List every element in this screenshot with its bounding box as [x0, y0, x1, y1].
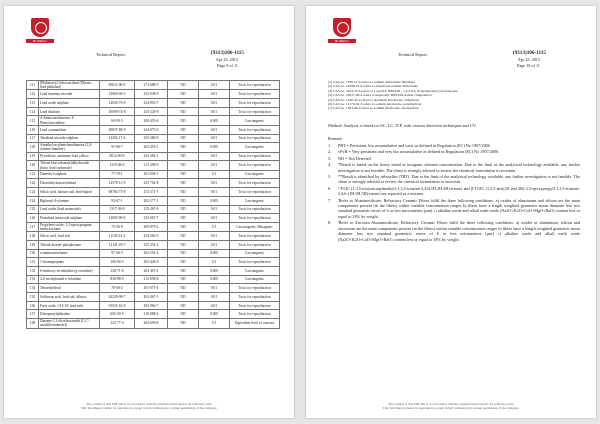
remark-number: 4. [328, 162, 332, 168]
result-cell: ND [168, 81, 199, 90]
cas-number-cell: 77-78-1 [100, 170, 135, 179]
category-cell: Toxic for reproduction [230, 214, 280, 223]
category-cell: Toxic for reproduction [230, 81, 280, 90]
category-cell: Toxic for reproduction [230, 188, 280, 197]
result-cell: ND [168, 161, 199, 170]
substance-name-cell: Lead titanium trioxide [39, 90, 100, 99]
substance-name-cell: Propylene oxide; 1,2-epoxypropane; methyloxirane [39, 222, 100, 231]
page-number: Page 9 of 11 [217, 63, 238, 68]
result-cell: ND [168, 143, 199, 152]
svhc-results-table [26, 80, 280, 329]
bureau-veritas-logo [26, 18, 54, 46]
row-number-cell: 126 [27, 214, 39, 223]
table-row [27, 107, 280, 116]
substance-name-cell: Pentalead tetraoxide sulphate [39, 214, 100, 223]
substance-name-cell: Sulfurous acid, lead salt, dibasic [39, 293, 100, 302]
limit-cell: 0.005 [199, 310, 230, 319]
remark-text: PBT = Persistent, bio accumulative and toxic as defined in Regulation (EC) No 1907/2006 [338, 143, 490, 148]
row-number-cell: 137 [27, 310, 39, 319]
row-number-cell: 135 [27, 293, 39, 302]
category-cell: Toxic for reproduction [230, 99, 280, 108]
ec-number-cell: 203-445-0 [135, 258, 168, 267]
remark-item [328, 174, 580, 185]
substance-name-cell: Tetraethyllead [39, 284, 100, 293]
table-row [27, 205, 280, 214]
table-row [27, 170, 280, 179]
remark-text: ^TGIC (1,3,5-tris(oxiranylmethyl)-1,3,5-triazine-2,4,6(1H,3H,5H)-trione) and β-TGIC (1,3,5-tris[(2S and 2R)-2,3-epoxypropyl]-1,3,5-triazine-2,4,6-(1H,3H,5H)-trione) are reported as a mixture. [338, 185, 580, 197]
result-cell: ND [168, 152, 199, 161]
remark-item [328, 143, 580, 148]
category-cell: Carcinogenic [230, 196, 280, 205]
row-number-cell: 117 [27, 134, 39, 143]
table-row [27, 284, 280, 293]
remark-number: 5. [328, 174, 332, 180]
cas-number-cell: 69011-06-9 [100, 81, 135, 90]
ec-number-cell: 292-966-7 [135, 301, 168, 310]
substance-name-cell: 4-Aminoazobenzene; 4-Phenylazoaniline [39, 116, 100, 125]
remark-number: 1. [328, 143, 332, 148]
table-row [27, 134, 280, 143]
result-cell: ND [168, 107, 199, 116]
limit-cell: 0.01 [199, 293, 230, 302]
row-number-cell: 131 [27, 258, 39, 267]
footer-line-2: This Test Report cannot be reproduced, except in full, without prior written permission of the company. [382, 406, 520, 410]
cas-notes [328, 80, 578, 111]
cas-note: (7) CAS no. 1303-96-4 refers to sodium tetraborate, decahydrate [328, 106, 419, 111]
row-number-cell: 113 [27, 99, 39, 108]
limit-cell: 0.01 [199, 240, 230, 249]
result-cell: ND [168, 310, 199, 319]
cas-number-cell: 838-88-0 [100, 275, 135, 284]
cas-number-cell: 75-56-9 [100, 222, 135, 231]
ec-number-cell: 234-363-3 [135, 232, 168, 241]
table-row [27, 240, 280, 249]
row-number-cell: 124 [27, 196, 39, 205]
result-cell: ND [168, 179, 199, 188]
cas-number-cell: 605-50-5 [100, 310, 135, 319]
cas-number-cell: 123-77-3 [100, 319, 135, 328]
table-row [27, 152, 280, 161]
substance-name-cell: 6-methoxy-m-toluidine (p-cresidine) [39, 267, 100, 276]
cas-number-cell: 8012-00-8 [100, 152, 135, 161]
page-header [328, 50, 584, 70]
category-cell: Toxic for reproduction [230, 152, 280, 161]
table-row [27, 301, 280, 310]
remark-number: 2. [328, 149, 332, 155]
result-cell: ND [168, 249, 199, 258]
table-row [27, 319, 280, 328]
cas-number-cell: 10099-74-8 [100, 107, 135, 116]
cas-number-cell: 106-94-5 [100, 258, 135, 267]
remark-text: **Result is identified by tributyltin (TBT). Due to the limit of the analytical technology available, any further investigation is not feasible. The client is strongly advised to review the chemical formulation to ascertain. [338, 174, 580, 185]
category-cell: Toxic for reproduction [230, 205, 280, 214]
cas-number-cell: 12202-17-4 [100, 134, 135, 143]
table-row [27, 188, 280, 197]
row-number-cell: 120 [27, 161, 39, 170]
table-row [27, 99, 280, 108]
row-number-cell: 127 [27, 222, 39, 231]
remark-text: 'Refer to Zirconia Aluminosilicate, Refractory Ceramic Fibres fulfil the three following conditions: a) oxides of aluminium, silicon and zirconium are the main components present (in the fibres) within variable concentration ranges b) fibres have a length weighted geometric mean diameter less two standard geometric errors of 6 or less micrometres (µm) c) alkaline oxide and alkali earth oxide (Na2O+K2O+CaO+MgO+BaO) content less or equal to 18% by weight. [338, 220, 580, 242]
category-cell: Toxic for reproduction [230, 125, 280, 134]
substance-name-cell: Silicic acid, barium salt, lead-doped [39, 188, 100, 197]
cas-number-cell: 78-00-2 [100, 284, 135, 293]
bureau-veritas-logo [328, 18, 356, 46]
table-row [27, 90, 280, 99]
row-number-cell: 130 [27, 249, 39, 258]
ec-number-cell: 210-088-4 [135, 310, 168, 319]
limit-cell: 0.1 [199, 170, 230, 179]
substance-name-cell: Lead cyanamidate [39, 125, 100, 134]
cas-number-cell: 92-67-1 [100, 196, 135, 205]
row-number-cell: 114 [27, 107, 39, 116]
result-cell: ND [168, 301, 199, 310]
category-cell: Toxic for reproduction [230, 240, 280, 249]
page-footer [346, 402, 556, 410]
cas-note: (4) CAS no. 25637-99-4 refers to unspecific HBCDD isomer composition [328, 93, 432, 98]
result-cell: ND [168, 125, 199, 134]
substance-name-cell: Pyrochlore, antimony lead yellow [39, 152, 100, 161]
row-number-cell: 122 [27, 179, 39, 188]
limit-cell: 0.01 [199, 179, 230, 188]
limit-cell: 0.01 [199, 284, 230, 293]
result-cell: ND [168, 90, 199, 99]
cas-number-cell: 12578-12-0 [100, 179, 135, 188]
footer-line-1: The content of this PDF file is in accordance with the original issued reports for reference only. [86, 402, 212, 406]
remark-number: 7. [328, 197, 332, 203]
report-date: Apr 23, 2015 [215, 57, 238, 62]
ec-number-cell: 235-380-9 [135, 134, 168, 143]
row-number-cell: 111 [27, 81, 39, 90]
limit-cell: 0.1 [199, 222, 230, 231]
limit-cell: 0.01 [199, 152, 230, 161]
substance-name-cell: Trilead bis(carbonate)dihydroxide (basic lead carbonate) [39, 161, 100, 170]
category-cell: Toxic for reproduction [230, 179, 280, 188]
limit-cell: 0.01 [199, 125, 230, 134]
cas-number-cell: 95-80-7 [100, 143, 135, 152]
result-cell: ND [168, 134, 199, 143]
category-cell: Toxic for reproduction [230, 258, 280, 267]
substance-name-cell: Silicic acid, lead salt [39, 232, 100, 241]
category-cell: Toxic for reproduction [230, 284, 280, 293]
category-cell: Equivalent level of concern [230, 319, 280, 328]
limit-cell: 0.1 [199, 319, 230, 328]
limit-cell: 0.005 [199, 116, 230, 125]
category-cell: Carcinogenic [230, 170, 280, 179]
limit-cell: 0.01 [199, 232, 230, 241]
ec-number-cell: 233-245-9 [135, 107, 168, 116]
category-cell: Carcinogenic [230, 267, 280, 276]
cas-note: (2) CAS no. 10588-01-9 refers to anhydrous sodium dichromate [328, 84, 418, 89]
footer-line-1: The content of this PDF file is in accordance with the original issued reports for reference only. [388, 402, 514, 406]
row-number-cell: 128 [27, 232, 39, 241]
cas-note: (1) CAS no. 7789-12-0 refers to sodium dichromate dihydrate [328, 80, 415, 84]
table-row [27, 275, 280, 284]
substance-name-cell: Lead dinitrate [39, 107, 100, 116]
substance-name-cell: Dioxobis(stearato)trilead [39, 179, 100, 188]
result-cell: ND [168, 205, 199, 214]
ec-number-cell: 272-271-5 [135, 188, 168, 197]
shield-icon [333, 18, 351, 37]
cas-number-cell: 12065-90-6 [100, 214, 135, 223]
category-cell: Toxic for reproduction [230, 301, 280, 310]
category-cell: Carcinogenic [230, 116, 280, 125]
row-number-cell: 129 [27, 240, 39, 249]
logo-text: BUREAU VERITAS [32, 39, 47, 47]
category-cell: Toxic for reproduction [230, 90, 280, 99]
ec-number-cell: 235-067-7 [135, 214, 168, 223]
category-cell: Toxic for reproduction [230, 161, 280, 170]
limit-cell: 0.01 [199, 99, 230, 108]
table-row [27, 249, 280, 258]
ec-number-cell: 201-058-1 [135, 170, 168, 179]
substance-name-cell: Lead oxide (lead monoxide) [39, 205, 100, 214]
ec-number-cell: 200-879-2 [135, 222, 168, 231]
limit-cell: 0.01 [199, 301, 230, 310]
remark-item [328, 186, 580, 197]
row-number-cell: 119 [27, 152, 39, 161]
limit-cell: 0.005 [199, 267, 230, 276]
cas-note: (6) CAS no. 12179-04-3 refers to sodium tetraborate, pentahydrate [328, 102, 422, 107]
ec-number-cell: 235-038-9 [135, 90, 168, 99]
category-cell: Toxic for reproduction [230, 310, 280, 319]
category-cell: Carcinogenic [230, 249, 280, 258]
limit-cell: 0.005 [199, 143, 230, 152]
page-footer [44, 402, 254, 410]
row-number-cell: 132 [27, 267, 39, 276]
cas-number-cell: 62229-08-7 [100, 293, 135, 302]
remark-number: 6. [328, 185, 332, 191]
report-page-10 [306, 6, 596, 418]
shield-icon [31, 18, 49, 37]
limit-cell: 0.005 [199, 196, 230, 205]
cas-number-cell: 68784-75-8 [100, 188, 135, 197]
table-row [27, 81, 280, 90]
cas-number-cell: 12141-20-7 [100, 240, 135, 249]
limit-cell: 0.01 [199, 161, 230, 170]
report-page-9 [4, 6, 294, 418]
table-row [27, 293, 280, 302]
category-cell: Toxic for reproduction [230, 107, 280, 116]
remarks-list [328, 143, 580, 243]
table-row [27, 267, 280, 276]
result-cell: ND [168, 99, 199, 108]
technical-report-label: Technical Report: [96, 52, 126, 57]
cas-number-cell: 1317-36-8 [100, 205, 135, 214]
result-cell: ND [168, 240, 199, 249]
ec-number-cell: 204-419-1 [135, 267, 168, 276]
ec-number-cell: 234-853-7 [135, 99, 168, 108]
table-row [27, 310, 280, 319]
remark-item [328, 220, 580, 242]
ec-number-cell: 215-267-0 [135, 205, 168, 214]
page-number: Page 10 of 11 [517, 63, 540, 68]
cas-number-cell: 120-71-8 [100, 267, 135, 276]
substance-name-cell: o-aminoazotoluene [39, 249, 100, 258]
limit-cell: 0.01 [199, 134, 230, 143]
table-row [27, 161, 280, 170]
remark-text: *Result is based on the heavy metal or inorganic element concentration. Due to the limit of the analytical technology available, any further investigation is not feasible. The client is strongly advised to review the chemical formulation to ascertain. [338, 162, 580, 173]
row-number-cell: 121 [27, 170, 39, 179]
report-number: (9313)106-1115 [512, 50, 546, 56]
table-row [27, 222, 280, 231]
remark-number: 3. [328, 155, 332, 161]
ec-number-cell: 235-252-2 [135, 240, 168, 249]
substance-name-cell: Tetralead trioxide sulphate [39, 134, 100, 143]
logo-text: BUREAU VERITAS [334, 39, 349, 47]
substance-name-cell: Biphenyl-4-ylamine [39, 196, 100, 205]
ec-number-cell: 215-290-6 [135, 161, 168, 170]
table-row [27, 143, 280, 152]
remark-item [328, 198, 580, 220]
substance-name-cell: 1-bromopropane [39, 258, 100, 267]
result-cell: ND [168, 293, 199, 302]
substance-name-cell: Dimethyl sulphate [39, 170, 100, 179]
result-cell: ND [168, 267, 199, 276]
substance-name-cell: 4,4'-methylenedi-o-toluidine [39, 275, 100, 284]
limit-cell: 0.01 [199, 188, 230, 197]
substance-name-cell: [Phthalato(2-)]dioxotrilead (Dibasic lead phthalate) [39, 81, 100, 90]
category-cell: Carcinogenic [230, 275, 280, 284]
ec-number-cell: 202-453-1 [135, 143, 168, 152]
cas-number-cell: 91031-62-8 [100, 301, 135, 310]
table-row [27, 232, 280, 241]
substance-name-cell: Trilead dioxide phosphonate [39, 240, 100, 249]
technical-report-label: Technical Report: [398, 52, 428, 57]
row-number-cell: 118 [27, 143, 39, 152]
ec-number-cell: 201-075-4 [135, 284, 168, 293]
row-number-cell: 138 [27, 319, 39, 328]
category-cell: Carcinogenic; Mutagenic [230, 222, 280, 231]
table-row [27, 214, 280, 223]
cas-number-cell: 60-09-3 [100, 116, 135, 125]
ec-number-cell: 212-658-8 [135, 275, 168, 284]
cas-number-cell: 12036-76-9 [100, 99, 135, 108]
substance-name-cell: Lead oxide sulphate [39, 99, 100, 108]
table-row [27, 258, 280, 267]
substance-name-cell: 4-methyl-m-phenylenediamine (2,4-toluene-diamine) [39, 143, 100, 152]
limit-cell: 0.01 [199, 107, 230, 116]
remark-text: vPvB = Very persistent and very bio accumulative as defined in Regulation (EC) No 1907/2006 [338, 149, 499, 155]
footer-line-2: This Test Report cannot be reproduced, except in full, without prior written permission of the company. [80, 406, 218, 410]
ec-number-cell: 202-591-2 [135, 249, 168, 258]
limit-cell: 0.01 [199, 81, 230, 90]
table-row [27, 196, 280, 205]
cas-number-cell: 1319-46-6 [100, 161, 135, 170]
category-cell: Carcinogenic [230, 143, 280, 152]
row-number-cell: 123 [27, 188, 39, 197]
table-row [27, 125, 280, 134]
ec-number-cell: 235-702-8 [135, 179, 168, 188]
row-number-cell: 116 [27, 125, 39, 134]
remark-text: 'Refer to Aluminosilicate, Refractory Ceramic Fibres fulfil the three following conditions: a) oxides of aluminium and silicon are the main components present (in the fibres) within variable concentration ranges b) fibres have a length weighted geometric mean diameter less two standard geometric errors of 6 or less micrometres (µm) c) alkaline oxide and alkali earth oxide (Na2O+K2O+CaO+MgO+BaO) content less or equal to 18% by weight. [338, 197, 580, 219]
report-number: (9313)106-1115 [210, 50, 244, 56]
substance-name-cell: Diazene-1,2-dicarboxamide (C,C'-azodi(formamide)) [39, 319, 100, 328]
row-number-cell: 115 [27, 116, 39, 125]
page-header [26, 50, 282, 70]
substance-name-cell: Fatty acids, C16-18, lead salts [39, 301, 100, 310]
method-text: Method: Analysis is based on GC, LC, ICP, with various detection techniques and UV. [328, 123, 477, 128]
limit-cell: 0.005 [199, 249, 230, 258]
result-cell: ND [168, 196, 199, 205]
row-number-cell: 134 [27, 284, 39, 293]
limit-cell: 0.01 [199, 214, 230, 223]
result-cell: ND [168, 116, 199, 125]
cas-number-cell: 11120-22-2 [100, 232, 135, 241]
cas-note: (5) CAS no. 1330-43-2 refers to disodium tetraborate, anhydrous [328, 97, 419, 102]
ec-number-cell: 200-453-6 [135, 116, 168, 125]
cas-note: (3) CAS no. 3194-55-6 refers to a specific HBCDD - 1,2,5,6,9,10-hexabromocyclododecane [328, 88, 458, 93]
result-cell: ND [168, 188, 199, 197]
ec-number-cell: 273-688-5 [135, 81, 168, 90]
report-date: Apr 23, 2015 [517, 57, 540, 62]
result-cell: ND [168, 258, 199, 267]
ec-number-cell: 202-177-1 [135, 196, 168, 205]
result-cell: ND [168, 170, 199, 179]
row-number-cell: 136 [27, 301, 39, 310]
category-cell: Toxic for reproduction [230, 134, 280, 143]
ec-number-cell: 232-382-1 [135, 152, 168, 161]
ec-number-cell: 244-073-9 [135, 125, 168, 134]
row-number-cell: 125 [27, 205, 39, 214]
result-cell: ND [168, 319, 199, 328]
remark-text: ND = Not Detected [338, 155, 371, 161]
result-cell: ND [168, 232, 199, 241]
remark-number: 8. [328, 220, 332, 226]
limit-cell: 0.01 [199, 90, 230, 99]
row-number-cell: 112 [27, 90, 39, 99]
table-row [27, 179, 280, 188]
cas-number-cell: 20837-86-9 [100, 125, 135, 134]
result-cell: ND [168, 275, 199, 284]
remark-item [328, 149, 580, 154]
ec-number-cell: 204-650-8 [135, 319, 168, 328]
substance-name-cell: Diisopentylphthalate [39, 310, 100, 319]
row-number-cell: 133 [27, 275, 39, 284]
remark-item [328, 162, 580, 173]
remark-item [328, 156, 580, 161]
category-cell: Toxic for reproduction [230, 293, 280, 302]
result-cell: ND [168, 284, 199, 293]
remark-heading: Remark: [328, 136, 343, 141]
cas-number-cell: 12060-00-3 [100, 90, 135, 99]
ec-number-cell: 263-467-1 [135, 293, 168, 302]
limit-cell: 0.01 [199, 205, 230, 214]
limit-cell: 0.005 [199, 275, 230, 284]
limit-cell: 0.1 [199, 258, 230, 267]
cas-number-cell: 97-56-3 [100, 249, 135, 258]
result-cell: ND [168, 214, 199, 223]
result-cell: ND [168, 222, 199, 231]
category-cell: Toxic for reproduction [230, 232, 280, 241]
table-row [27, 116, 280, 125]
